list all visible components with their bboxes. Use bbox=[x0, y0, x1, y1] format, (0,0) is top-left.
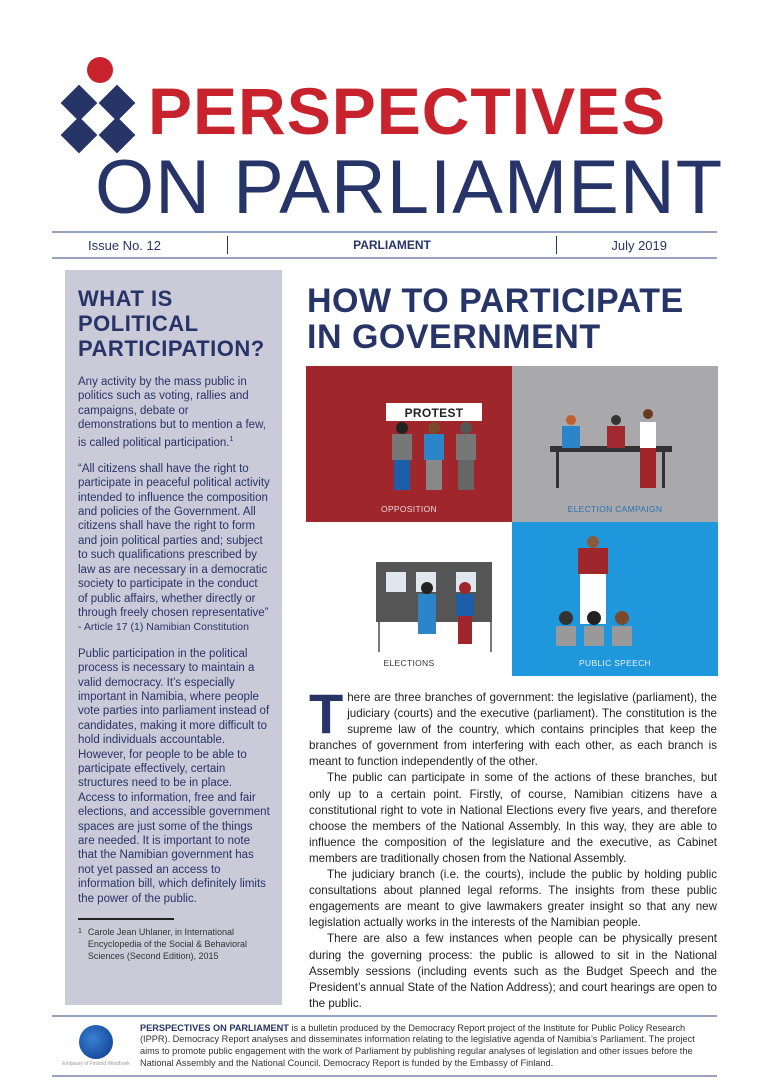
sidebar-definition: Any activity by the mass public in politics such as voting, rallies and campaigns, debate or demonstrations but to mention a few, is called political participation.$^1$ bbox=[78, 376, 266, 449]
drop-cap: T bbox=[309, 682, 344, 745]
embassy-logo bbox=[52, 1025, 140, 1067]
embassy-caption: Embassy of Finland Windhoek bbox=[62, 1061, 130, 1067]
masthead-title: PERSPECTIVES bbox=[148, 74, 667, 148]
svg-text:PROTEST: PROTEST bbox=[404, 406, 464, 420]
label-public-speech: PUBLIC SPEECH bbox=[579, 658, 651, 668]
label-elections: ELECTIONS bbox=[383, 658, 435, 668]
footer bbox=[52, 1015, 717, 1077]
label-opposition: OPPOSITION bbox=[381, 504, 437, 514]
podium-speech-illustration-icon bbox=[512, 522, 718, 676]
illustration-public-speech bbox=[512, 522, 718, 676]
article-paragraph: The public can participate in some of the actions of these branches, but only up to a certain point. Firstly, of course, Namibian citizens have a constitutional right to vote in National Elections every five years, and therefore choose the members of the National Assembly. In this way, they are able to influence the composition of the legislature and the executive, as Cabinet members are traditionally chosen from the National Assembly. bbox=[309, 771, 717, 865]
sidebar-box bbox=[65, 270, 282, 1005]
article-title: HOW TO PARTICIPATE IN GOVERNMENT bbox=[307, 282, 684, 356]
voting-booth-illustration-icon bbox=[306, 522, 512, 676]
sidebar-heading: WHAT IS POLITICAL PARTICIPATION? bbox=[78, 286, 265, 361]
article-paragraph: There are three branches of government: the legislative (parliament), the judiciary (courts) and the executive (parliament). The constitution is the supreme law of the country, which contains principles that keep the branches of government from interfering with each other, as each branch is meant to function independently of the other. bbox=[309, 682, 717, 769]
illustration-grid bbox=[306, 366, 718, 676]
illustration-election-campaign bbox=[512, 366, 718, 522]
constitution-quote: “All citizens shall have the right to participate in peaceful political activity intended to influence the composition and policies of the Government. All citizens shall have the right to form and join political parties and; subject to such qualifications prescribed by law as are necessary in a democratic society to participate in the conduct of public affairs, whether directly or through freely chosen representative” bbox=[78, 462, 270, 619]
sidebar-body: Public participation in the political process is necessary to maintain a valid democracy. It’s especially important in Namibia, where people vote parties into parliament instead of candidates, making it more difficult to hold individuals accountable. However, for people to be able to participate effectively, certain structures need to be in place. Access to information, free and fair elections, and accessible government spaces are just some of the things are needed. It is important to note that the Namibian government has not yet passed an access to information bill, which definitely limits the power of the public. bbox=[78, 647, 270, 905]
issue-number: Issue No. 12 bbox=[88, 237, 161, 253]
illustration-elections bbox=[306, 522, 512, 676]
footer-text: PERSPECTIVES ON PARLIAMENT is a bulletin produced by the Democracy Report project of the Institute for Public Policy Research (IPPR). Democracy Report analyses and disseminates information relating to the legislative agenda of Namibia’s Parliament. The project aims to promote public engagement with the work of Parliament by publishing regular analyses of legislation and other issues before the National Assembly and the National Council. Democracy Report is funded by the Embassy of Finland. bbox=[140, 1022, 695, 1068]
article-paragraph: The judiciary branch (i.e. the courts), include the public by holding public consultations about planned legal reforms. The insights from these public engagements are meant to give lawmakers greater insight so that any new legislation actually works in the interests of the Namibian people. bbox=[309, 868, 717, 930]
quote-attribution: - Article 17 (1) Namibian Constitution bbox=[78, 621, 249, 634]
footnote-rule bbox=[78, 918, 174, 920]
article-body bbox=[309, 682, 717, 1012]
issue-date: July 2019 bbox=[611, 237, 667, 253]
campaign-illustration-icon bbox=[512, 366, 718, 522]
article-paragraph: There are also a few instances when people can be physically present during the governing process: the public is allowed to sit in the National Assembly sessions (including events such as the Budget Speech and the President’s annual State of the Nation Address); and court hearings are open to the public. bbox=[309, 932, 717, 1010]
masthead-subtitle: ON PARLIAMENT bbox=[95, 145, 724, 230]
footnote: 1 Carole Jean Uhlaner, in International Encyclopedia of the Social & Behavioral Sciences (Second Edition), 2015 bbox=[78, 927, 248, 962]
issue-bar bbox=[52, 231, 717, 259]
section-label: PARLIAMENT bbox=[353, 238, 431, 252]
finland-lion-emblem-icon bbox=[79, 1025, 113, 1059]
label-election-campaign: ELECTION CAMPAIGN bbox=[567, 504, 663, 514]
ippr-logo-icon bbox=[58, 52, 143, 157]
protest-illustration-icon bbox=[306, 366, 512, 522]
illustration-opposition bbox=[306, 366, 512, 522]
